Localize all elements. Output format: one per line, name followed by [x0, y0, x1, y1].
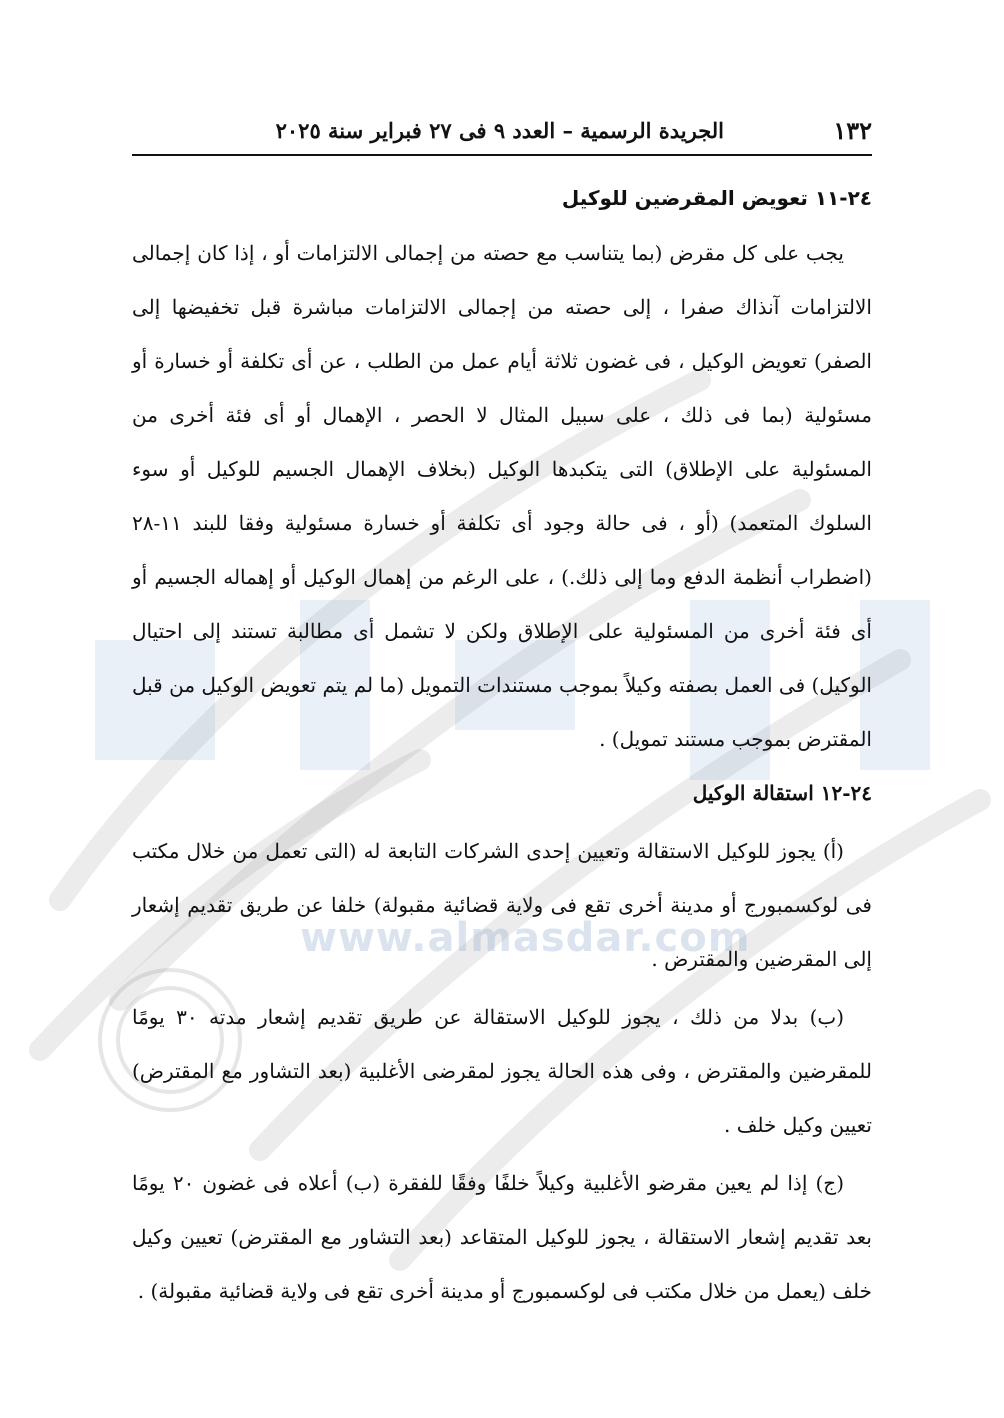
watermark-url: www.almasdar.com [300, 915, 751, 961]
paragraph-indemnity: يجب على كل مقرض (بما يتناسب مع حصته من إجمالى الالتزامات أو ، إذا كان إجمالى الالتزامات آنذاك صفرا ، إلى حصته من إجمالى الالتزامات مباشرة قبل تخفيضها إلى الصفر) تعويض الوكيل ، فى غضون ثلاثة أيام عمل من الطلب ، عن أى تكلفة أو خسارة أو مسئولية (بما فى ذلك ، على سبيل المثال لا الحصر ، الإهمال أو أى فئة أخرى من المسئولية على الإطلاق) التى يتكبدها الوكيل (بخلاف الإهمال الجسيم للوكيل أو سوء السلوك المتعمد) (أو ، فى حالة وجود أى تكلفة أو خسارة مسئولية وفقا للبند ١١-٢٨ (اضطراب أنظمة الدفع وما إلى ذلك.) ، على الرغم من إهمال الوكيل أو إهماله الجسيم أو أى فئة أخرى من المسئولية على الإطلاق ولكن لا تشمل أى مطالبة تستند إلى احتيال الوكيل) فى العمل بصفته وكيلاً بموجب مستندات التمويل (ما لم يتم تعويض الوكيل من قبل المقترض بموجب مستند تمويل) . [132, 241, 872, 751]
paragraph-b: (ب) بدلا من ذلك ، يجوز للوكيل الاستقالة عن طريق تقديم إشعار مدته ٣٠ يومًا للمقرضين والمقترض ، وفى هذه الحالة يجوز لمقرضى الأغلبية (بعد التشاور مع المقترض) تعيين وكيل خلف . [132, 1005, 872, 1137]
paragraph-a: (أ) يجوز للوكيل الاستقالة وتعيين إحدى الشركات التابعة له (التى تعمل من خلال مكتب فى لوكسمبورج أو مدينة أخرى تقع فى ولاية قضائية مقبولة) خلفا عن طريق تقديم إشعار إلى المقرضين والمقترض . [132, 839, 872, 971]
paragraph-c: (ج) إذا لم يعين مقرضو الأغلبية وكيلاً خلفًا وفقًا للفقرة (ب) أعلاه فى غضون ٢٠ يومًا بعد تقديم إشعار الاستقالة ، يجوز للوكيل المتقاعد (بعد التشاور مع المقترض) تعيين وكيل خلف (يعمل من خلال مكتب فى لوكسمبورج أو مدينة أخرى تقع فى ولاية قضائية مقبولة) . [132, 1171, 872, 1303]
page-number: ١٣٢ [833, 116, 872, 145]
section-heading-resignation: ٢٤-١٢ استقالة الوكيل [692, 781, 872, 805]
document-body [132, 178, 872, 1318]
page-header [132, 112, 872, 156]
section-heading-indemnity: ٢٤-١١ تعويض المقرضين للوكيل [561, 186, 872, 210]
running-head: الجريدة الرسمية – العدد ٩ فى ٢٧ فبراير سنة ٢٠٢٥ [275, 118, 724, 143]
